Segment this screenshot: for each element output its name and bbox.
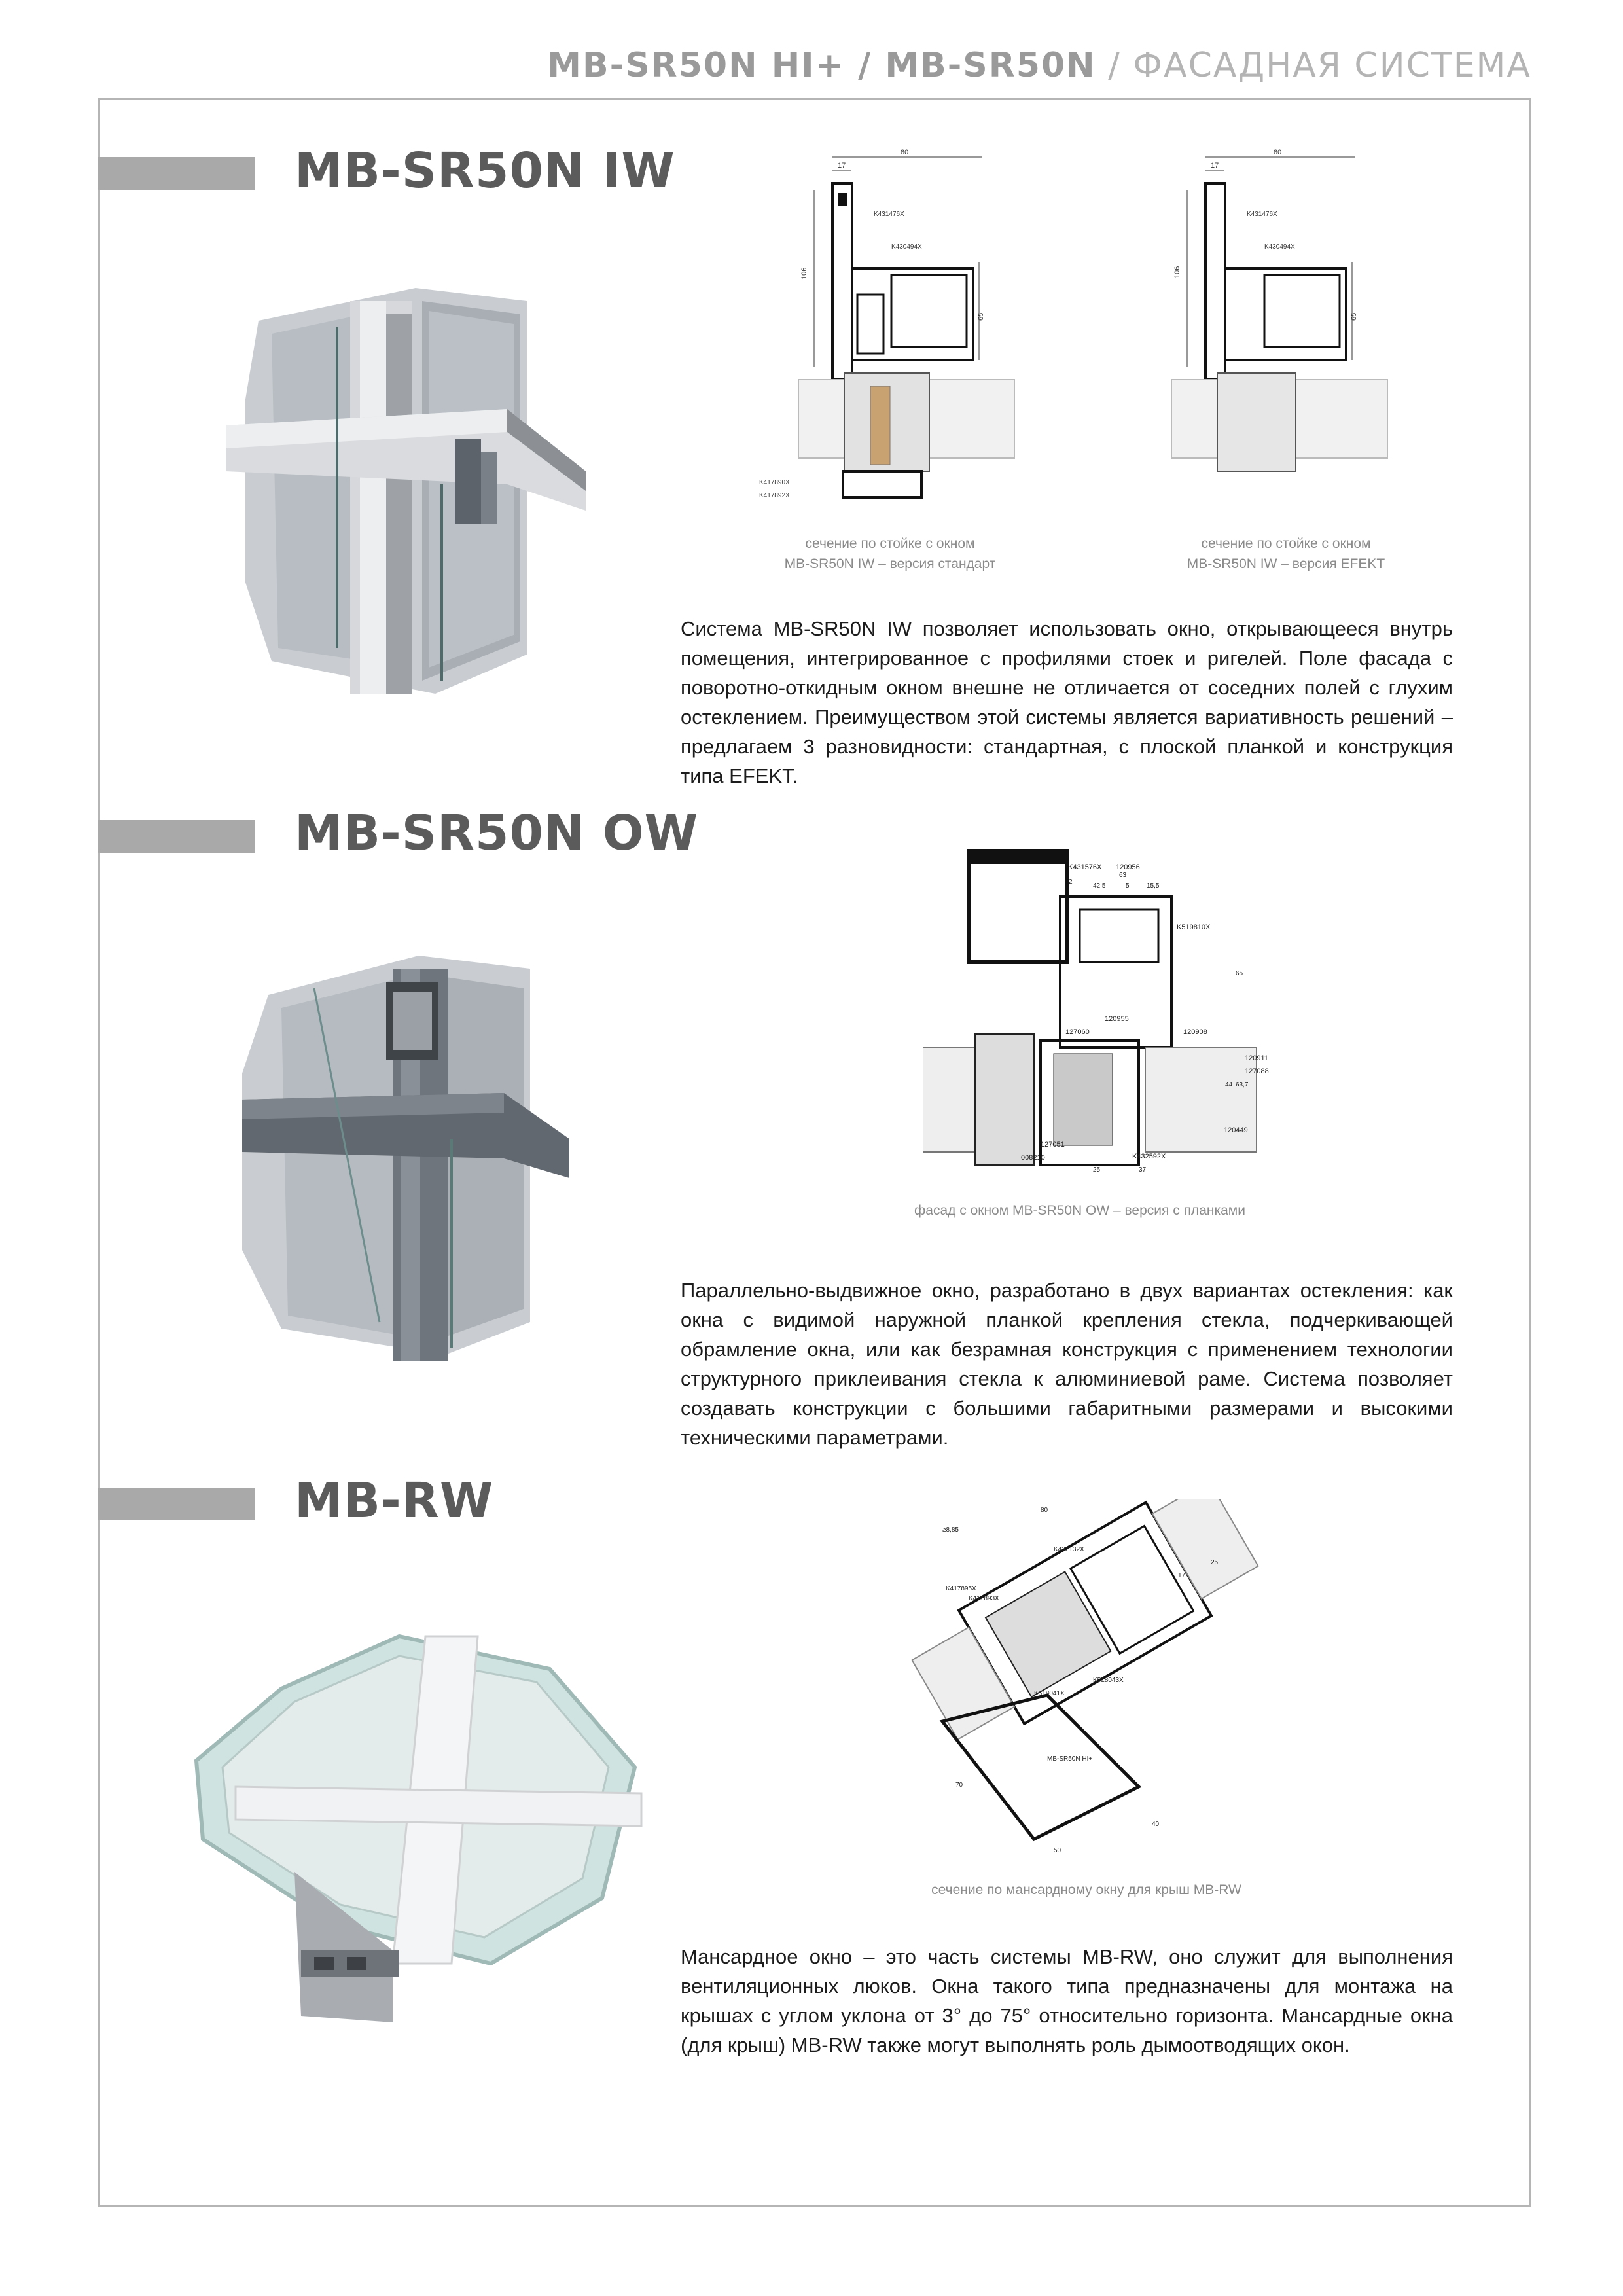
- dim-offset: 17: [1211, 162, 1219, 170]
- code-label: K417890X: [759, 479, 790, 486]
- facade-photo-iw: [219, 275, 612, 707]
- caption-rw: сечение по мансардному окну для крыш MB-RW: [931, 1882, 1241, 1897]
- code-label: K519810X: [1177, 924, 1211, 931]
- dim-label: 15,5: [1147, 882, 1160, 889]
- caption-line: MB-SR50N IW – версия стандарт: [784, 556, 996, 571]
- code-label: MB-SR50N HI+: [1047, 1755, 1093, 1763]
- header-separator: /: [1096, 46, 1133, 85]
- dim-label: 42,5: [1093, 882, 1106, 889]
- code-label: 120908: [1183, 1028, 1207, 1036]
- code-label: K518041X: [1034, 1690, 1065, 1697]
- code-label: 127060: [1065, 1028, 1090, 1036]
- code-label: K431476X: [874, 211, 904, 218]
- code-label: K417892X: [759, 492, 790, 499]
- header-products: MB-SR50N HI+ / MB-SR50N: [547, 46, 1096, 85]
- roof-window-photo: [183, 1597, 654, 2029]
- code-label: K431476X: [1247, 211, 1277, 218]
- dim-width: 80: [1274, 149, 1282, 156]
- dim-label: 40: [1152, 1821, 1160, 1828]
- code-label: 120956: [1116, 863, 1140, 871]
- code-label: 127088: [1245, 1067, 1269, 1075]
- section-title-rw: MB-RW: [294, 1473, 494, 1529]
- section-drawing-iw-standard: [746, 144, 1021, 511]
- code-label: 120449: [1224, 1126, 1248, 1134]
- dim-label: 70: [955, 1782, 963, 1789]
- dim-height: 106: [1173, 266, 1181, 278]
- section-drawing-ow: [923, 844, 1289, 1185]
- dim-height: 106: [800, 267, 808, 279]
- code-label: 008210: [1021, 1154, 1045, 1162]
- dim-width: 80: [901, 149, 909, 156]
- section-text-iw: Система MB-SR50N IW позволяет использовать окно, открывающееся внутрь помещения, интегрированное с профилями стоек и ригелей. Поле фасада с поворотно-откидным окном внешне не отличается от соседних полей с глухим остеклением. Преимуществом этой системы является вариативность решений – предлагаем 3 разновидности: стандартная, с плоской планкой и конструкция типа EFEKT.: [681, 617, 1453, 787]
- code-label: K430494X: [1264, 243, 1295, 251]
- dim-label: 65: [1236, 970, 1243, 977]
- caption-iw-efekt: [1149, 533, 1423, 574]
- dim-offset: 17: [838, 162, 846, 170]
- dim-label: 2: [1069, 878, 1073, 886]
- dim-label: 50: [1054, 1847, 1061, 1854]
- dim-label: 25: [1093, 1166, 1101, 1174]
- page-header: [547, 46, 1531, 85]
- code-label: 120955: [1105, 1015, 1129, 1023]
- code-label: K417895X: [946, 1585, 976, 1592]
- caption-line: сечение по стойке с окном: [805, 536, 975, 551]
- caption-iw-standard: [753, 533, 1027, 574]
- section-drawing-iw-efekt: [1132, 144, 1407, 484]
- caption-line: MB-SR50N IW – версия EFEKT: [1186, 556, 1385, 571]
- section-title-ow: MB-SR50N OW: [294, 805, 699, 861]
- dim-label: 63: [1119, 872, 1127, 879]
- dim-label: 17: [1178, 1572, 1186, 1579]
- section-title-iw: MB-SR50N IW: [294, 143, 675, 199]
- code-label: K431576X: [1068, 863, 1102, 871]
- dim-label: 25: [1211, 1559, 1219, 1566]
- dim-label: 5: [1126, 882, 1130, 889]
- caption-ow: фасад с окном MB-SR50N OW – версия с планками: [914, 1203, 1245, 1218]
- code-label: K518043X: [1093, 1677, 1124, 1684]
- section-text-rw: Мансардное окно – это часть системы MB-RW, оно служит для выполнения вентиляционных люков. Окна такого типа предназначены для монтажа на крышах с углом уклона от 3° до 75° относительно горизонта. Мансардные окна (для крыш) MB-RW также могут выполнять роль дымоотводящих окон.: [681, 1945, 1453, 2056]
- section-text-ow: Параллельно-выдвижное окно, разработано в двух вариантах остекления: как окна с видимой наружной планкой крепления стекла, подчеркивающей обрамление окна, или как безрамная конструкция с применением технологии структурного приклеивания стекла к алюминиевой раме. Система позволяет создавать конструкции с большими габаритными размерами и высокими техническими параметрами.: [681, 1279, 1453, 1449]
- code-label: K432132X: [1054, 1546, 1084, 1553]
- section-bar-ow: [98, 820, 255, 853]
- dim-label: ≥8,85: [942, 1526, 959, 1534]
- header-subtitle: ФАСАДНАЯ СИСТЕМА: [1133, 46, 1531, 85]
- caption-line: сечение по стойке с окном: [1201, 536, 1371, 551]
- code-label: K430494X: [891, 243, 922, 251]
- code-label: K417893X: [969, 1595, 999, 1602]
- dim-label: 37: [1139, 1166, 1147, 1174]
- code-label: 127051: [1041, 1141, 1065, 1149]
- code-label: 120911: [1245, 1054, 1268, 1062]
- section-bar-rw: [98, 1488, 255, 1520]
- section-drawing-rw: [903, 1499, 1309, 1865]
- code-label: K432592X: [1132, 1153, 1166, 1160]
- dim-side: 65: [977, 312, 985, 321]
- section-bar-iw: [98, 157, 255, 190]
- dim-label: 80: [1041, 1507, 1048, 1514]
- facade-photo-ow: [229, 942, 609, 1361]
- dim-label: 44: [1225, 1081, 1233, 1088]
- dim-label: 63,7: [1236, 1081, 1249, 1088]
- dim-side: 65: [1350, 312, 1358, 321]
